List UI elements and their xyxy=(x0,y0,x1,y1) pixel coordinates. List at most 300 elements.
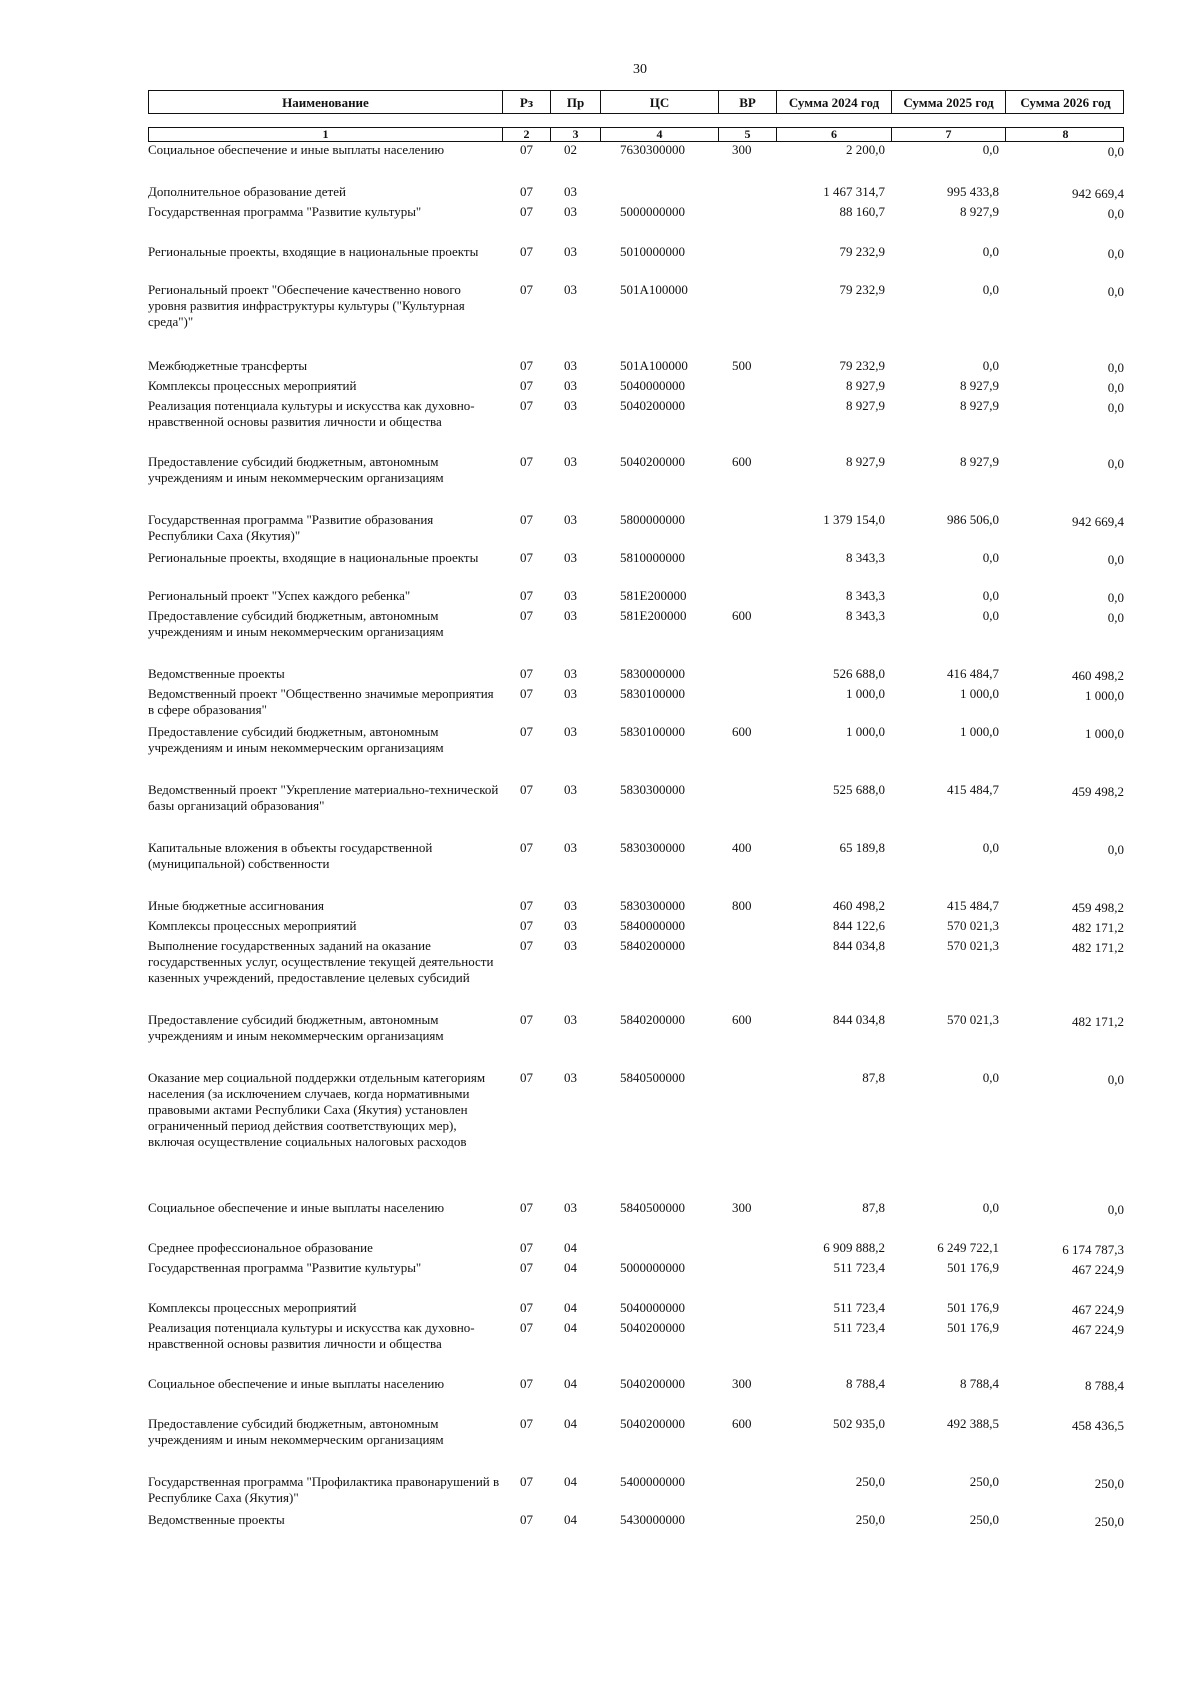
row-pr: 03 xyxy=(564,840,577,855)
row-rz: 07 xyxy=(520,608,533,623)
row-rz: 07 xyxy=(520,1240,533,1255)
row-vr: 300 xyxy=(732,142,752,157)
table-row xyxy=(148,358,1124,378)
row-sum-2024: 8 788,4 xyxy=(846,1376,885,1391)
row-vr xyxy=(718,666,776,686)
table-row xyxy=(148,1512,1124,1532)
row-pr: 04 xyxy=(564,1376,577,1391)
row-pr: 04 xyxy=(564,1512,577,1527)
row-sum-2026: 0,0 xyxy=(1107,380,1124,395)
row-sum-2025: 1 000,0 xyxy=(960,724,999,739)
row-cs: 5840000000 xyxy=(620,918,685,933)
row-sum-2024: 79 232,9 xyxy=(839,282,885,297)
row-pr: 03 xyxy=(564,938,577,953)
row-pr: 03 xyxy=(564,1200,577,1215)
row-pr: 03 xyxy=(564,686,577,701)
row-sum-2024: 1 000,0 xyxy=(846,724,885,739)
row-cs xyxy=(600,184,718,204)
row-sum-2025: 6 249 722,1 xyxy=(937,1240,999,1255)
row-cs: 501A100000 xyxy=(620,282,688,297)
row-sum-2024: 8 343,3 xyxy=(846,608,885,623)
row-sum-2024: 8 927,9 xyxy=(846,454,885,469)
row-name: Межбюджетные трансферты xyxy=(148,358,308,373)
row-pr: 03 xyxy=(564,1070,577,1085)
column-numbers-row xyxy=(148,127,1124,142)
row-cs: 5840500000 xyxy=(620,1200,685,1215)
row-sum-2026: 0,0 xyxy=(1107,456,1124,471)
row-rz: 07 xyxy=(520,1416,533,1431)
row-sum-2026: 0,0 xyxy=(1107,360,1124,375)
row-sum-2024: 8 343,3 xyxy=(846,550,885,565)
column-number: 2 xyxy=(503,128,551,141)
row-vr xyxy=(718,1260,776,1280)
row-name: Региональные проекты, входящие в национальные проекты xyxy=(148,244,479,259)
row-sum-2025: 0,0 xyxy=(982,608,999,623)
row-sum-2026: 0,0 xyxy=(1107,206,1124,221)
row-sum-2026: 8 788,4 xyxy=(1085,1378,1124,1393)
table-row xyxy=(148,1300,1124,1320)
row-sum-2025: 8 927,9 xyxy=(960,398,999,413)
row-vr: 600 xyxy=(732,1012,752,1027)
row-vr xyxy=(718,282,776,338)
row-vr xyxy=(718,512,776,550)
column-number: 7 xyxy=(892,128,1006,141)
row-sum-2024: 79 232,9 xyxy=(839,358,885,373)
row-cs: 581E200000 xyxy=(620,608,687,623)
row-vr xyxy=(718,1240,776,1260)
row-name: Ведомственные проекты xyxy=(148,1512,285,1527)
row-name: Социальное обеспечение и иные выплаты населению xyxy=(148,1200,445,1215)
table-row xyxy=(148,1012,1124,1050)
row-name: Предоставление субсидий бюджетным, автономным учреждениям и иным некоммерческим организациям xyxy=(148,1416,444,1447)
row-sum-2026: 459 498,2 xyxy=(1072,784,1124,799)
row-sum-2025: 0,0 xyxy=(982,840,999,855)
row-name: Комплексы процессных мероприятий xyxy=(148,1300,357,1315)
row-sum-2024: 1 379 154,0 xyxy=(823,512,885,527)
row-name: Дополнительное образование детей xyxy=(148,184,346,199)
column-number: 6 xyxy=(777,128,892,141)
row-sum-2025: 492 388,5 xyxy=(947,1416,999,1431)
row-sum-2024: 844 034,8 xyxy=(833,1012,885,1027)
row-name: Предоставление субсидий бюджетным, автономным учреждениям и иным некоммерческим организациям xyxy=(148,608,444,639)
row-sum-2026: 0,0 xyxy=(1107,610,1124,625)
row-vr: 600 xyxy=(732,1416,752,1431)
row-sum-2025: 0,0 xyxy=(982,142,999,157)
table-row xyxy=(148,1070,1124,1180)
row-pr: 03 xyxy=(564,282,577,297)
column-number: 3 xyxy=(551,128,601,141)
row-sum-2025: 415 484,7 xyxy=(947,782,999,797)
row-sum-2024: 2 200,0 xyxy=(846,142,885,157)
row-vr: 600 xyxy=(732,724,752,739)
row-rz: 07 xyxy=(520,358,533,373)
row-name: Региональный проект "Успех каждого ребенка" xyxy=(148,588,411,603)
row-sum-2025: 0,0 xyxy=(982,282,999,297)
row-sum-2025: 8 927,9 xyxy=(960,204,999,219)
row-sum-2025: 8 927,9 xyxy=(960,378,999,393)
row-name: Социальное обеспечение и иные выплаты населению xyxy=(148,142,445,157)
row-sum-2026: 0,0 xyxy=(1107,400,1124,415)
row-sum-2024: 250,0 xyxy=(855,1512,885,1527)
row-vr xyxy=(718,378,776,398)
row-cs: 5830300000 xyxy=(620,782,685,797)
row-pr: 03 xyxy=(564,378,577,393)
row-rz: 07 xyxy=(520,244,533,259)
row-cs: 5430000000 xyxy=(620,1512,685,1527)
row-cs: 5830100000 xyxy=(620,686,685,701)
row-cs xyxy=(600,1240,718,1260)
row-sum-2026: 482 171,2 xyxy=(1072,1014,1124,1029)
row-pr: 04 xyxy=(564,1320,577,1335)
row-sum-2025: 501 176,9 xyxy=(947,1320,999,1335)
row-cs: 581E200000 xyxy=(620,588,687,603)
row-sum-2025: 501 176,9 xyxy=(947,1260,999,1275)
table-row xyxy=(148,184,1124,204)
row-rz: 07 xyxy=(520,512,533,527)
row-rz: 07 xyxy=(520,840,533,855)
row-rz: 07 xyxy=(520,1200,533,1215)
row-cs: 5840200000 xyxy=(620,938,685,953)
table-row xyxy=(148,666,1124,686)
row-name: Ведомственный проект "Укрепление материально-технической базы организаций образования" xyxy=(148,782,499,813)
row-sum-2026: 467 224,9 xyxy=(1072,1302,1124,1317)
row-rz: 07 xyxy=(520,918,533,933)
row-sum-2025: 570 021,3 xyxy=(947,938,999,953)
row-cs: 5840200000 xyxy=(620,1012,685,1027)
row-sum-2024: 87,8 xyxy=(862,1200,885,1215)
row-rz: 07 xyxy=(520,1320,533,1335)
row-sum-2024: 526 688,0 xyxy=(833,666,885,681)
row-sum-2024: 460 498,2 xyxy=(833,898,885,913)
row-rz: 07 xyxy=(520,398,533,413)
row-pr: 03 xyxy=(564,666,577,681)
row-pr: 03 xyxy=(564,398,577,413)
table-row xyxy=(148,1376,1124,1396)
row-pr: 03 xyxy=(564,608,577,623)
row-vr xyxy=(718,1070,776,1180)
table-row xyxy=(148,782,1124,820)
row-sum-2025: 501 176,9 xyxy=(947,1300,999,1315)
column-number: 4 xyxy=(601,128,719,141)
table-row xyxy=(148,142,1124,164)
table-row xyxy=(148,1240,1124,1260)
row-sum-2026: 459 498,2 xyxy=(1072,900,1124,915)
row-sum-2025: 8 788,4 xyxy=(960,1376,999,1391)
header-sum-2024: Сумма 2024 год xyxy=(777,91,892,113)
row-sum-2025: 0,0 xyxy=(982,550,999,565)
budget-table xyxy=(148,90,1124,1532)
row-name: Иные бюджетные ассигнования xyxy=(148,898,325,913)
row-cs: 5040200000 xyxy=(620,1416,685,1431)
row-pr: 03 xyxy=(564,724,577,739)
row-rz: 07 xyxy=(520,1376,533,1391)
row-name: Государственная программа "Развитие культуры" xyxy=(148,1260,422,1275)
row-sum-2026: 467 224,9 xyxy=(1072,1322,1124,1337)
table-row xyxy=(148,204,1124,224)
table-row xyxy=(148,686,1124,724)
table-row xyxy=(148,1200,1124,1220)
row-vr: 400 xyxy=(732,840,752,855)
row-sum-2024: 844 122,6 xyxy=(833,918,885,933)
row-vr xyxy=(718,204,776,224)
row-pr: 03 xyxy=(564,512,577,527)
header-sum-2025: Сумма 2025 год xyxy=(892,91,1006,113)
row-vr xyxy=(718,244,776,282)
row-sum-2025: 986 506,0 xyxy=(947,512,999,527)
table-row xyxy=(148,1260,1124,1280)
row-sum-2025: 8 927,9 xyxy=(960,454,999,469)
row-sum-2026: 942 669,4 xyxy=(1072,186,1124,201)
row-sum-2026: 250,0 xyxy=(1094,1514,1124,1529)
row-sum-2026: 250,0 xyxy=(1094,1476,1124,1491)
row-vr xyxy=(718,686,776,724)
row-vr: 800 xyxy=(732,898,752,913)
row-rz: 07 xyxy=(520,724,533,739)
row-cs: 5000000000 xyxy=(620,204,685,219)
row-sum-2026: 0,0 xyxy=(1107,590,1124,605)
row-sum-2025: 415 484,7 xyxy=(947,898,999,913)
row-sum-2026: 458 436,5 xyxy=(1072,1418,1124,1433)
table-row xyxy=(148,282,1124,338)
row-rz: 07 xyxy=(520,378,533,393)
row-pr: 03 xyxy=(564,898,577,913)
row-rz: 07 xyxy=(520,686,533,701)
row-cs: 7630300000 xyxy=(620,142,685,157)
row-cs: 5830000000 xyxy=(620,666,685,681)
row-pr: 04 xyxy=(564,1416,577,1431)
row-sum-2026: 6 174 787,3 xyxy=(1062,1242,1124,1257)
row-name: Капитальные вложения в объекты государственной (муниципальной) собственности xyxy=(148,840,433,871)
row-name: Комплексы процессных мероприятий xyxy=(148,378,357,393)
row-sum-2025: 0,0 xyxy=(982,1200,999,1215)
row-cs: 5040200000 xyxy=(620,454,685,469)
row-name: Государственная программа "Развитие образования Республики Саха (Якутия)" xyxy=(148,512,434,543)
row-vr: 600 xyxy=(732,454,752,469)
row-vr xyxy=(718,918,776,938)
table-row xyxy=(148,1320,1124,1376)
row-pr: 04 xyxy=(564,1474,577,1489)
column-number: 5 xyxy=(719,128,777,141)
row-sum-2026: 0,0 xyxy=(1107,246,1124,261)
row-rz: 07 xyxy=(520,1474,533,1489)
row-cs: 501A100000 xyxy=(620,358,688,373)
row-sum-2024: 1 000,0 xyxy=(846,686,885,701)
row-name: Ведомственный проект "Общественно значимые мероприятия в сфере образования" xyxy=(148,686,494,717)
row-name: Региональные проекты, входящие в национальные проекты xyxy=(148,550,479,565)
row-pr: 03 xyxy=(564,454,577,469)
row-vr: 300 xyxy=(732,1376,752,1391)
row-sum-2025: 570 021,3 xyxy=(947,918,999,933)
row-rz: 07 xyxy=(520,142,533,157)
row-name: Реализация потенциала культуры и искусства как духовно-нравственной основы развития личности и общества xyxy=(148,1320,475,1351)
row-name: Оказание мер социальной поддержки отдельным категориям населения (за исключением случаев, когда нормативными правовыми актами Республики Саха (Якутия) установлен ограниченный период действия соответствующих мер), включая осуществление социальных налоговых расходов xyxy=(148,1070,486,1149)
row-sum-2026: 0,0 xyxy=(1107,1202,1124,1217)
row-sum-2025: 1 000,0 xyxy=(960,686,999,701)
row-rz: 07 xyxy=(520,184,533,199)
row-vr xyxy=(718,938,776,1012)
row-sum-2024: 8 343,3 xyxy=(846,588,885,603)
row-rz: 07 xyxy=(520,282,533,297)
row-rz: 07 xyxy=(520,1012,533,1027)
row-name: Государственная программа "Профилактика правонарушений в Республике Саха (Якутия)" xyxy=(148,1474,500,1505)
row-pr: 04 xyxy=(564,1260,577,1275)
row-name: Предоставление субсидий бюджетным, автономным учреждениям и иным некоммерческим организациям xyxy=(148,454,444,485)
row-pr: 03 xyxy=(564,1012,577,1027)
row-vr xyxy=(718,398,776,454)
row-pr: 03 xyxy=(564,204,577,219)
row-sum-2025: 416 484,7 xyxy=(947,666,999,681)
row-cs: 5830100000 xyxy=(620,724,685,739)
row-sum-2026: 460 498,2 xyxy=(1072,668,1124,683)
row-cs: 5000000000 xyxy=(620,1260,685,1275)
row-pr: 03 xyxy=(564,244,577,259)
row-sum-2026: 482 171,2 xyxy=(1072,940,1124,955)
row-pr: 02 xyxy=(564,142,577,157)
table-row xyxy=(148,1416,1124,1454)
row-name: Выполнение государственных заданий на оказание государственных услуг, осуществление текущей деятельности казенных учреждений, предоставление целевых субсидий xyxy=(148,938,494,985)
row-vr: 300 xyxy=(732,1200,752,1215)
row-sum-2025: 0,0 xyxy=(982,588,999,603)
row-vr xyxy=(718,782,776,820)
header-vr: ВР xyxy=(719,91,777,113)
table-row xyxy=(148,378,1124,398)
row-pr: 03 xyxy=(564,550,577,565)
row-sum-2026: 1 000,0 xyxy=(1085,726,1124,741)
row-sum-2025: 0,0 xyxy=(982,1070,999,1085)
row-rz: 07 xyxy=(520,550,533,565)
table-row xyxy=(148,938,1124,1012)
row-rz: 07 xyxy=(520,666,533,681)
header-cs: ЦС xyxy=(601,91,719,113)
row-sum-2025: 250,0 xyxy=(969,1474,999,1489)
row-rz: 07 xyxy=(520,1070,533,1085)
row-cs: 5040200000 xyxy=(620,398,685,413)
row-sum-2025: 0,0 xyxy=(982,244,999,259)
row-rz: 07 xyxy=(520,204,533,219)
row-name: Государственная программа "Развитие культуры" xyxy=(148,204,422,219)
header-gap xyxy=(148,114,1124,127)
row-sum-2025: 0,0 xyxy=(982,358,999,373)
row-name: Предоставление субсидий бюджетным, автономным учреждениям и иным некоммерческим организациям xyxy=(148,1012,444,1043)
row-sum-2026: 0,0 xyxy=(1107,552,1124,567)
row-vr xyxy=(718,1512,776,1532)
row-sum-2024: 8 927,9 xyxy=(846,398,885,413)
row-sum-2026: 0,0 xyxy=(1107,842,1124,857)
row-sum-2025: 570 021,3 xyxy=(947,1012,999,1027)
row-rz: 07 xyxy=(520,1300,533,1315)
row-sum-2026: 0,0 xyxy=(1107,284,1124,299)
row-cs: 5040200000 xyxy=(620,1376,685,1391)
row-cs: 5400000000 xyxy=(620,1474,685,1489)
row-rz: 07 xyxy=(520,1512,533,1527)
header-name: Наименование xyxy=(149,91,503,113)
row-name: Реализация потенциала культуры и искусства как духовно-нравственной основы развития личности и общества xyxy=(148,398,475,429)
row-rz: 07 xyxy=(520,938,533,953)
row-name: Социальное обеспечение и иные выплаты населению xyxy=(148,1376,445,1391)
row-sum-2026: 0,0 xyxy=(1107,1072,1124,1087)
row-sum-2024: 525 688,0 xyxy=(833,782,885,797)
row-vr xyxy=(718,184,776,204)
row-sum-2025: 250,0 xyxy=(969,1512,999,1527)
header-sum-2026: Сумма 2026 год xyxy=(1020,95,1111,110)
row-pr: 03 xyxy=(564,782,577,797)
table-header xyxy=(148,90,1124,114)
row-name: Региональный проект "Обеспечение качественно нового уровня развития инфраструктуры культуры ("Культурная среда")" xyxy=(148,282,465,329)
row-rz: 07 xyxy=(520,1260,533,1275)
row-sum-2024: 511 723,4 xyxy=(833,1300,885,1315)
row-pr: 03 xyxy=(564,918,577,933)
table-row xyxy=(148,244,1124,282)
table-row xyxy=(148,512,1124,550)
page-number: 30 xyxy=(633,62,647,77)
row-vr xyxy=(718,588,776,608)
row-sum-2024: 502 935,0 xyxy=(833,1416,885,1431)
row-cs: 5040200000 xyxy=(620,1320,685,1335)
row-vr: 500 xyxy=(732,358,752,373)
row-sum-2024: 250,0 xyxy=(855,1474,885,1489)
row-sum-2026: 467 224,9 xyxy=(1072,1262,1124,1277)
row-cs: 5800000000 xyxy=(620,512,685,527)
row-sum-2024: 511 723,4 xyxy=(833,1260,885,1275)
row-rz: 07 xyxy=(520,588,533,603)
row-pr: 03 xyxy=(564,358,577,373)
table-row xyxy=(148,918,1124,938)
table-row xyxy=(148,454,1124,492)
row-sum-2024: 511 723,4 xyxy=(833,1320,885,1335)
row-vr xyxy=(718,1320,776,1376)
row-name: Ведомственные проекты xyxy=(148,666,285,681)
row-sum-2024: 87,8 xyxy=(862,1070,885,1085)
header-rz: Рз xyxy=(503,91,551,113)
row-cs: 5010000000 xyxy=(620,244,685,259)
row-sum-2024: 79 232,9 xyxy=(839,244,885,259)
table-row xyxy=(148,608,1124,646)
row-cs: 5040000000 xyxy=(620,1300,685,1315)
row-cs: 5840500000 xyxy=(620,1070,685,1085)
row-rz: 07 xyxy=(520,782,533,797)
row-sum-2026: 482 171,2 xyxy=(1072,920,1124,935)
row-sum-2024: 844 034,8 xyxy=(833,938,885,953)
row-rz: 07 xyxy=(520,898,533,913)
table-row xyxy=(148,550,1124,588)
row-sum-2026: 942 669,4 xyxy=(1072,514,1124,529)
row-name: Предоставление субсидий бюджетным, автономным учреждениям и иным некоммерческим организациям xyxy=(148,724,444,755)
row-vr xyxy=(718,1474,776,1512)
table-row xyxy=(148,1474,1124,1512)
row-vr: 600 xyxy=(732,608,752,623)
row-sum-2024: 65 189,8 xyxy=(839,840,885,855)
row-cs: 5830300000 xyxy=(620,840,685,855)
row-name: Комплексы процессных мероприятий xyxy=(148,918,357,933)
row-sum-2026: 0,0 xyxy=(1107,144,1124,159)
table-row xyxy=(148,724,1124,762)
row-sum-2025: 995 433,8 xyxy=(947,184,999,199)
table-row xyxy=(148,898,1124,918)
row-sum-2026: 1 000,0 xyxy=(1085,688,1124,703)
table-body xyxy=(148,142,1124,1532)
table-row xyxy=(148,588,1124,608)
table-row xyxy=(148,398,1124,454)
row-vr xyxy=(718,550,776,588)
row-cs: 5040000000 xyxy=(620,378,685,393)
row-sum-2024: 88 160,7 xyxy=(839,204,885,219)
header-pr: Пр xyxy=(551,91,601,113)
row-pr: 04 xyxy=(564,1240,577,1255)
row-sum-2024: 1 467 314,7 xyxy=(823,184,885,199)
row-sum-2024: 8 927,9 xyxy=(846,378,885,393)
row-name: Среднее профессиональное образование xyxy=(148,1240,373,1255)
table-row xyxy=(148,840,1124,878)
